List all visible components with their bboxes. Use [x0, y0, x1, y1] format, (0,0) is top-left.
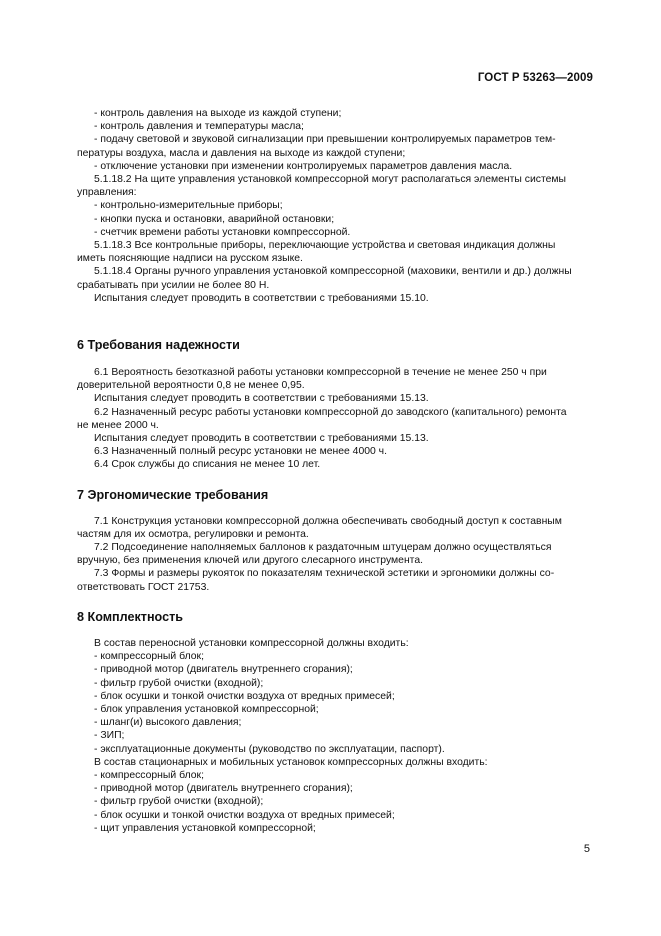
list-item: - щит управления установкой компрессорной;	[94, 822, 316, 834]
list-item: - приводной мотор (двигатель внутреннего сгорания);	[94, 664, 353, 676]
list-item: - ЗИП;	[94, 730, 125, 742]
text-line: Испытания следует проводить в соответствии с требованиями 15.13.	[94, 433, 429, 445]
section-heading: 8 Комплектность	[77, 609, 183, 624]
text-line: - подачу световой и звуковой сигнализации при превышении контролируемых параметров тем-	[94, 134, 556, 146]
text-line: - отключение установки при изменении контролируемых параметров давления масла.	[94, 160, 513, 172]
text-line: Испытания следует проводить в соответствии с требованиями 15.13.	[94, 393, 429, 405]
text-line: частям для их осмотра, регулировки и ремонта.	[77, 528, 309, 540]
text-line: - контроль давления и температуры масла;	[94, 121, 304, 133]
list-item: - блок осушки и тонкой очистки воздуха от вредных примесей;	[94, 809, 395, 821]
list-item: - блок управления установкой компрессорной;	[94, 703, 319, 715]
list-item: - фильтр грубой очистки (входной);	[94, 677, 264, 689]
page-content	[77, 107, 594, 835]
text-line: Испытания следует проводить в соответствии с требованиями 15.10.	[94, 292, 429, 304]
text-line: В состав стационарных и мобильных установок компрессорных должны входить:	[94, 756, 488, 768]
requirements-block	[77, 107, 594, 305]
section-body	[94, 637, 594, 835]
section-heading: 6 Требования надежности	[77, 338, 240, 353]
text-line: 6.2 Назначенный ресурс работы установки компрессорной до заводского (капитального) ремонта	[94, 406, 567, 418]
page-number: 5	[583, 843, 590, 855]
text-line: срабатывать при усилии не более 80 Н.	[77, 279, 270, 291]
text-line: - контрольно-измерительные приборы;	[94, 200, 283, 212]
text-line: - счетчик времени работы установки компрессорной.	[94, 226, 351, 238]
text-line: 5.1.18.2 На щите управления установкой компрессорной могут располагаться элементы системы	[94, 174, 566, 186]
text-line: 5.1.18.4 Органы ручного управления установкой компрессорной (маховики, вентили и др.) должны	[94, 266, 572, 278]
text-line: 6.4 Срок службы до списания не менее 10 лет.	[94, 459, 321, 471]
text-line: 7.2 Подсоединение наполняемых баллонов к раздаточным штуцерам должно осуществляться	[94, 542, 552, 554]
section-body	[77, 366, 594, 472]
text-line: - кнопки пуска и остановки, аварийной остановки;	[94, 213, 335, 225]
section-heading: 7 Эргономические требования	[77, 487, 269, 502]
text-line: 7.1 Конструкция установки компрессорной должна обеспечивать свободный доступ к составным	[94, 515, 562, 527]
text-line: 5.1.18.3 Все контрольные приборы, переключающие устройства и световая индикация должны	[94, 240, 556, 252]
document-code: ГОСТ Р 53263—2009	[477, 72, 593, 84]
text-line: управления:	[77, 187, 137, 199]
section-body	[77, 515, 594, 594]
list-item: - фильтр грубой очистки (входной);	[94, 796, 264, 808]
text-line: вручную, без применения ключей или другого слесарного инструмента.	[77, 555, 423, 567]
text-line: 7.3 Формы и размеры рукояток по показателям технической эстетики и эргономики должны со-	[94, 568, 555, 580]
text-line: пературы воздуха, масла и давления на выходе из каждой ступени;	[77, 147, 406, 159]
text-line: В состав переносной установки компрессорной должны входить:	[94, 637, 409, 649]
text-line: доверительной вероятности 0,8 не менее 0,95.	[77, 380, 305, 392]
list-item: - приводной мотор (двигатель внутреннего сгорания);	[94, 783, 353, 795]
text-line: - контроль давления на выходе из каждой ступени;	[94, 108, 342, 119]
text-line: 6.1 Вероятность безотказной работы установки компрессорной в течение не менее 250 ч при	[94, 367, 547, 379]
list-item: - компрессорный блок;	[94, 769, 204, 781]
text-line: 6.3 Назначенный полный ресурс установки не менее 4000 ч.	[94, 446, 387, 458]
text-line: ответствовать ГОСТ 21753.	[77, 581, 210, 593]
list-item: - блок осушки и тонкой очистки воздуха от вредных примесей;	[94, 690, 395, 702]
text-line: иметь поясняющие надписи на русском языке.	[77, 253, 303, 265]
text-line: не менее 2000 ч.	[77, 419, 159, 431]
list-item: - эксплуатационные документы (руководство по эксплуатации, паспорт).	[94, 743, 445, 755]
list-item: - компрессорный блок;	[94, 651, 204, 663]
list-item: - шланг(и) высокого давления;	[94, 717, 242, 729]
